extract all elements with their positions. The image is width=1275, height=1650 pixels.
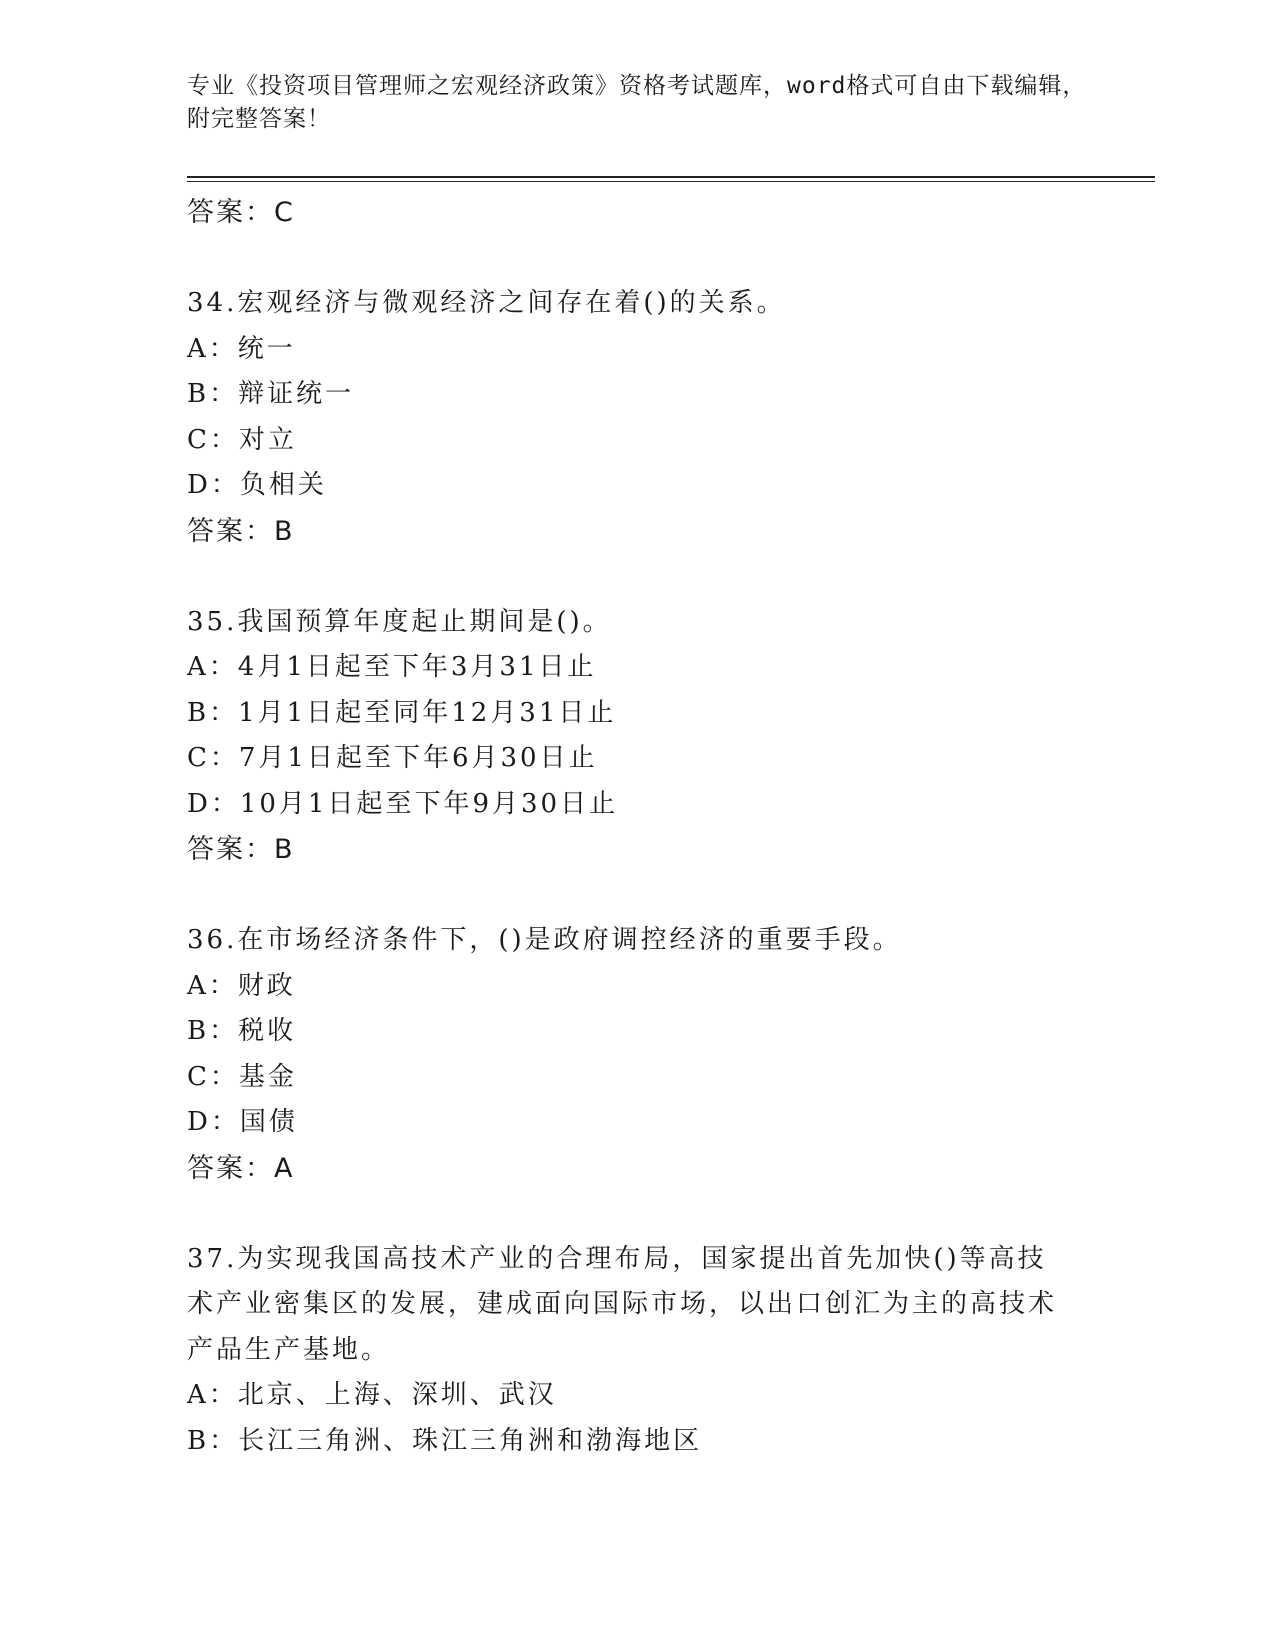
- option-c: C：基金: [187, 1061, 297, 1092]
- previous-answer: 答案：C: [187, 197, 295, 228]
- question-stem: 36.在市场经济条件下，()是政府调控经济的重要手段。: [187, 925, 902, 955]
- document-header: 专业《投资项目管理师之宏观经济政策》资格考试题库，word格式可自由下载编辑，附完整答案！: [187, 73, 1087, 132]
- option-a: A：4月1日起至下年3月31日止: [187, 652, 597, 682]
- question-stem: 37.为实现我国高技术产业的合理布局，国家提出首先加快()等高技术产业密集区的发展，建成面向国际市场，以出口创汇为主的高技术产品生产基地。: [187, 1243, 1058, 1365]
- option-b: B：辩证统一: [187, 379, 355, 409]
- question-stem: 34.宏观经济与微观经济之间存在着()的关系。: [187, 288, 786, 318]
- header-divider-thin: [187, 181, 1155, 182]
- header-divider-thick: [187, 176, 1155, 178]
- question-stem: 35.我国预算年度起止期间是()。: [187, 606, 612, 637]
- option-a: A：统一: [187, 333, 296, 364]
- option-d: D：10月1日起至下年9月30日止: [187, 788, 619, 819]
- option-b: B：1月1日起至同年12月31日止: [187, 697, 617, 728]
- option-b: B：税收: [187, 1016, 297, 1046]
- option-a: A：财政: [187, 970, 296, 1001]
- option-c: C：7月1日起至下年6月30日止: [187, 743, 598, 773]
- option-a: A：北京、上海、深圳、武汉: [187, 1380, 557, 1410]
- answer-line: 答案：B: [187, 834, 295, 865]
- option-d: D：负相关: [187, 470, 327, 500]
- option-b: B：长江三角洲、珠江三角洲和渤海地区: [187, 1425, 703, 1456]
- question-list: [187, 190, 1087, 1464]
- answer-line: 答案：A: [187, 1152, 295, 1184]
- answer-line: 答案：B: [187, 515, 295, 547]
- option-c: C：对立: [187, 424, 297, 455]
- option-d: D：国债: [187, 1107, 298, 1137]
